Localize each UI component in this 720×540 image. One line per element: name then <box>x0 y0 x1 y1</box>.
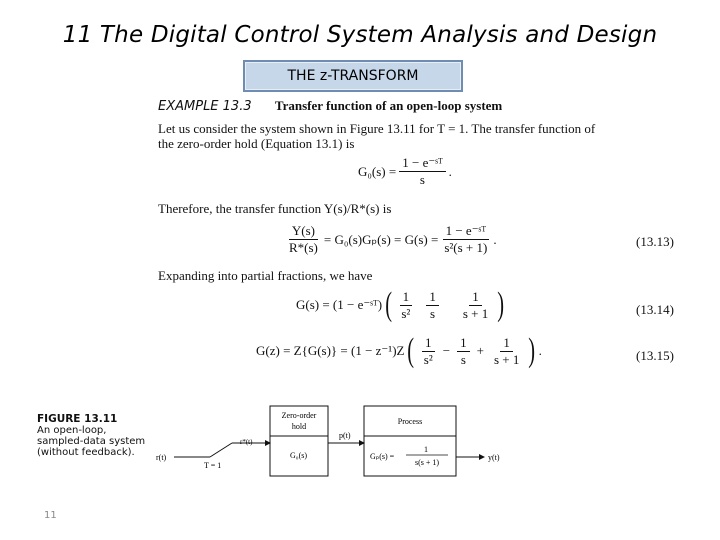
fraction-1-over-s2 <box>421 336 436 367</box>
fraction-denominator: s²(s + 1) <box>444 240 488 255</box>
fraction-denominator: s <box>430 305 436 321</box>
fraction-numerator: 1 <box>422 336 435 352</box>
fraction-numerator: 1 <box>469 290 482 306</box>
equation-13-14-lhs: G(s) = (1 − e⁻ˢᵀ) <box>296 297 383 312</box>
plus-sign: + <box>476 343 484 358</box>
paragraph-intro <box>158 121 595 151</box>
slide-title: 11 The Digital Control System Analysis and Design <box>62 22 658 48</box>
equation-zoh-fraction <box>399 156 445 187</box>
equation-period: . <box>448 163 452 179</box>
equation-13-14 <box>296 288 508 322</box>
example-header <box>158 98 502 114</box>
fraction-numerator: Y(s) <box>289 224 318 240</box>
paren-open: ( <box>385 286 393 323</box>
equation-13-15 <box>256 334 542 368</box>
output-signal-label: y(t) <box>488 453 500 462</box>
fraction-numerator: 1 <box>500 336 513 352</box>
fraction-denominator: R*(s) <box>289 240 318 255</box>
fraction-numerator: 1 − e⁻ˢᵀ <box>443 224 489 240</box>
fraction-denominator: s + 1 <box>462 305 489 321</box>
fraction-denominator: s² <box>423 351 433 367</box>
sampled-signal-label: r*(t) <box>240 438 253 446</box>
fraction-1-over-s-plus-1 <box>491 336 522 367</box>
equation-number-13-14: (13.14) <box>636 302 674 317</box>
fraction-numerator: 1 <box>400 290 413 306</box>
equation-period: . <box>493 231 497 247</box>
figure-caption-text: An open-loop, sampled-data system (without feedback). <box>37 425 146 458</box>
equation-zoh <box>358 156 452 187</box>
fraction-denominator: s + 1 <box>493 351 520 367</box>
paragraph-intro-line2: the zero-order hold (Equation 13.1) is <box>158 136 355 151</box>
fraction-1-over-s <box>457 336 470 367</box>
fraction-numerator: 1 <box>426 290 439 306</box>
minus-sign: − <box>442 343 451 358</box>
fraction-denominator: s <box>419 172 425 187</box>
fraction-1-over-s-plus-1 <box>460 290 491 321</box>
mid-signal-label: p(t) <box>339 431 351 440</box>
paren-close: ) <box>497 286 505 323</box>
paragraph-intro-line1: Let us consider the system shown in Figure 13.11 for T = 1. The transfer function of <box>158 121 596 136</box>
equation-13-15-lhs: G(z) = Z{G(s)} = (1 − z⁻¹)Z <box>256 343 405 358</box>
fraction-numerator: 1 <box>457 336 470 352</box>
equation-number-13-15: (13.15) <box>636 348 674 363</box>
figure-caption <box>37 414 147 458</box>
zoh-header-line2: hold <box>291 422 307 431</box>
zoh-header-line1: Zero-order <box>281 411 317 420</box>
fraction-1-over-s2 <box>398 290 413 321</box>
sampler-switch <box>210 443 232 457</box>
equation-13-13-middle: = G₀(s)Gₚ(s) = G(s) = <box>323 231 439 247</box>
block-diagram <box>148 398 528 480</box>
equation-13-13 <box>283 224 497 255</box>
equation-number-13-13: (13.13) <box>636 234 674 249</box>
paren-close: ) <box>528 332 536 369</box>
process-tf-lhs: Gₚ(s) = <box>370 452 395 461</box>
figure-label: FIGURE 13.11 <box>37 413 118 425</box>
example-label: EXAMPLE 13.3 <box>158 99 252 114</box>
fraction-denominator: s <box>460 351 466 367</box>
process-header: Process <box>397 417 423 426</box>
fraction-numerator: 1 − e⁻ˢᵀ <box>399 156 445 172</box>
equation-period: . <box>538 343 542 358</box>
process-tf-numerator: 1 <box>424 445 428 454</box>
sampler-period-label: T = 1 <box>204 461 222 470</box>
fraction-1-over-s <box>426 290 439 321</box>
equation-zoh-lhs: G₀(s) = <box>358 163 397 179</box>
paren-open: ( <box>407 332 415 369</box>
section-banner: THE z-TRANSFORM <box>243 60 463 92</box>
fraction-denominator: s² <box>401 305 411 321</box>
example-heading: Transfer function of an open-loop system <box>274 98 503 113</box>
zoh-transfer-function: G₀(s) <box>290 451 308 460</box>
paragraph-partial: Expanding into partial fractions, we have <box>158 268 373 283</box>
paragraph-transfer: Therefore, the transfer function Y(s)/R*(s) is <box>158 201 392 216</box>
input-signal-label: r(t) <box>156 453 167 462</box>
page-number: 11 <box>44 510 57 521</box>
process-tf-denominator: s(s + 1) <box>414 458 440 467</box>
equation-13-13-fraction-a <box>286 224 321 255</box>
equation-13-13-fraction-b <box>441 224 490 255</box>
